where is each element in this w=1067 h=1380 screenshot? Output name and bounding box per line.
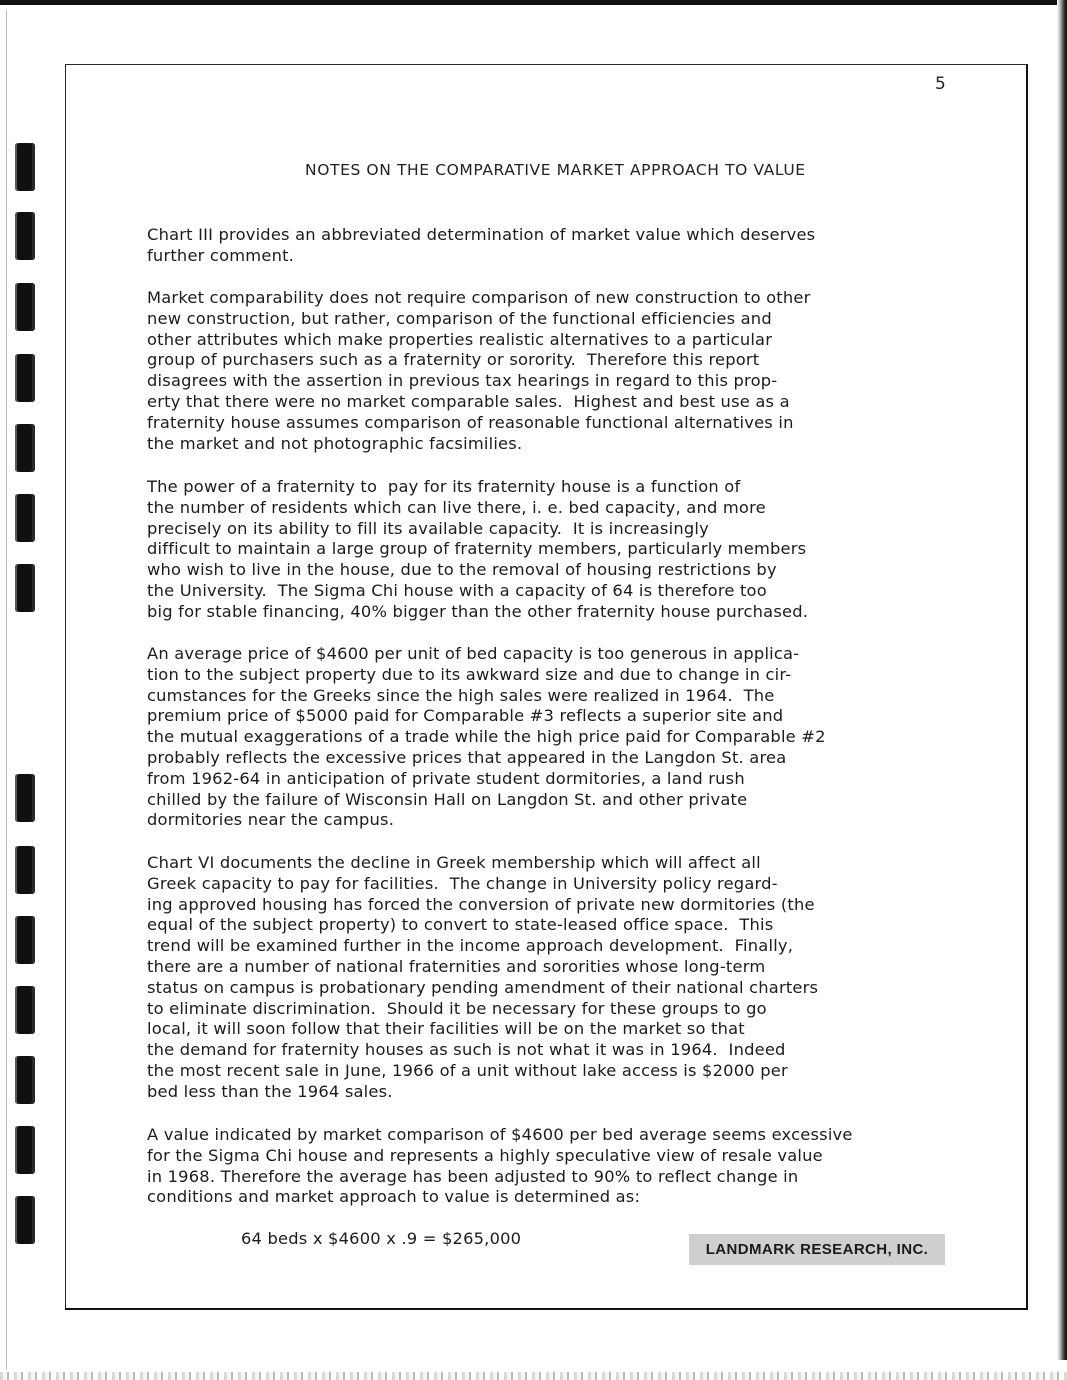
scan-edge-left (6, 10, 7, 1370)
binding-hole (15, 986, 35, 1034)
scan-edge-right (1057, 0, 1067, 1360)
binding-hole (15, 494, 35, 542)
company-stamp-text: LANDMARK RESEARCH, INC. (705, 1241, 929, 1258)
binding-hole (15, 283, 35, 331)
value-formula: 64 beds x $4600 x .9 = $265,000 (241, 1229, 522, 1248)
paragraph-chart-vi: Chart VI documents the decline in Greek membership which will affect all Greek capacity to pay for facilities. The change in University policy regard- ing approved housing has forced the conversion of private new dormitories (the equal of the subject property) to convert to state-leased office space. This trend will be examined further in the income approach development. Finally, there are a number of national fraternities and sororities whose long-term status on campus is probationary pending amendment of their national charters to eliminate discrimination. Should it be necessary for these groups to go local, it will soon follow that their facilities will be on the market so that the demand for fraternity houses as such is not what it was in 1964. Indeed the most recent sale in June, 1966 of a unit without lake access is $2000 per bed less than the 1964 sales. (147, 853, 819, 1101)
scan-edge-top (0, 0, 1067, 5)
page-number: 5 (935, 74, 946, 94)
paragraph-power-of-fraternity: The power of a fraternity to pay for its fraternity house is a function of the number of residents which can live there, i. e. bed capacity, and more precisely on its ability to fill its available capacity. It is increasingly difficult to maintain a large group of fraternity members, particularly members who wish to live in the house, due to the removal of housing restrictions by the University. The Sigma Chi house with a capacity of 64 is therefore too big for stable financing, 40% bigger than the other fraternity house purchased. (147, 477, 809, 621)
binding-hole (15, 1126, 35, 1174)
binding-hole (15, 1056, 35, 1104)
binding-hole (15, 143, 35, 191)
binding-hole (15, 564, 35, 612)
binding-hole (15, 1196, 35, 1244)
binding-hole (15, 774, 35, 822)
binding-hole (15, 846, 35, 894)
paragraph-average-price: An average price of $4600 per unit of bed capacity is too generous in applica- tion to the subject property due to its awkward size and due to change in cir- cumstances for the Greeks since the high sales were realized in 1964. The premium price of $5000 paid for Comparable #3 reflects a superior site and the mutual exaggerations of a trade while the high price paid for Comparable #2 probably reflects the excessive prices that appeared in the Langdon St. area from 1962-64 in anticipation of private student dormitories, a land rush chilled by the failure of Wisconsin Hall on Langdon St. and other private dormitories near the campus. (147, 644, 826, 830)
paragraph-market-comparability: Market comparability does not require comparison of new construction to other new construction, but rather, comparison of the functional efficiencies and other attributes which make properties realistic alternatives to a particular group of purchasers such as a fraternity or sorority. Therefore this report disagrees with the assertion in previous tax hearings in regard to this prop- erty that there were no market comparable sales. Highest and best use as a fraternity house assumes comparison of reasonable functional alternatives in the market and not photographic facsimilies. (147, 288, 811, 453)
binding-hole (15, 212, 35, 260)
company-stamp (689, 1234, 945, 1265)
paragraph-value-indicated: A value indicated by market comparison of $4600 per bed average seems excessive for the Sigma Chi house and represents a highly speculative view of resale value in 1968. Therefore the average has been adjusted to 90% to reflect change in conditions and market approach to value is determined as: (147, 1125, 853, 1207)
binding-hole (15, 354, 35, 402)
binding-hole (15, 424, 35, 472)
binding-hole (15, 916, 35, 964)
paragraph-chart-iii: Chart III provides an abbreviated determination of market value which deserves further comment. (147, 225, 816, 265)
binding-holes (15, 0, 39, 1380)
page-title: NOTES ON THE COMPARATIVE MARKET APPROACH TO VALUE (305, 161, 806, 179)
scan-edge-bottom (0, 1372, 1067, 1380)
